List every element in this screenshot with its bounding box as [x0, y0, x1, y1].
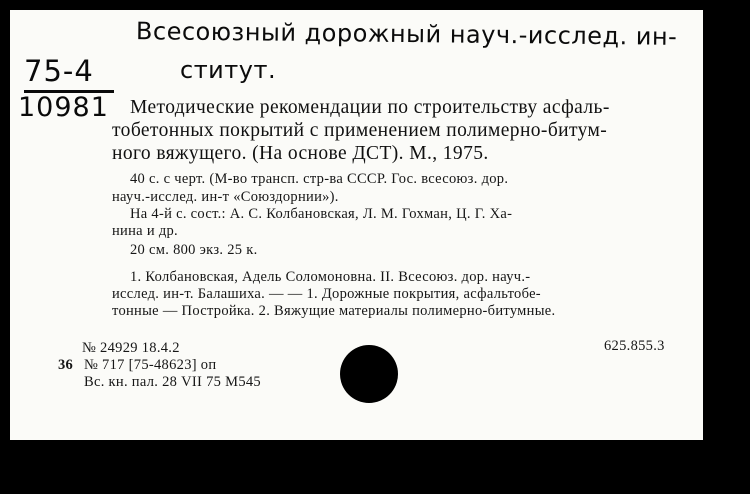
details-line-2: науч.-исслед. ин-т «Союздорнии»).	[112, 189, 339, 205]
subject-line-3: тонные — Постройка. 2. Вяжущие материалы полимерно-битумные.	[112, 303, 556, 319]
title-line-1: Методические рекомендации по строительству асфаль-	[130, 97, 610, 118]
card-punch-hole	[340, 345, 398, 403]
footer-line-3: Вс. кн. пал. 28 VII 75 М545	[84, 374, 261, 390]
title-line-2: тобетонных покрытий с применением полимерно-битум-	[112, 120, 608, 141]
details-line-5: 20 см. 800 экз. 25 к.	[130, 242, 258, 258]
subject-line-2: исслед. ин-т. Балашиха. — — 1. Дорожные покрытия, асфальтобе-	[112, 286, 541, 302]
footer-line-1: № 24929 18.4.2	[82, 340, 180, 356]
handwritten-line-1: Всесоюзный дорожный науч.-исслед. ин-	[135, 17, 678, 51]
handwritten-line-2: ститут.	[180, 56, 277, 84]
udc-number: 625.855.3	[604, 338, 665, 354]
details-line-4: нина и др.	[112, 223, 178, 239]
footer-line-2-prefix: 36	[58, 357, 74, 373]
catalog-card	[10, 10, 703, 440]
subject-line-1: 1. Колбановская, Адель Соломоновна. II. Всесоюз. дор. науч.-	[130, 269, 531, 285]
call-number-bottom: 10981	[18, 92, 109, 123]
footer-line-2: № 717 [75-48623] оп	[84, 357, 217, 373]
details-line-1: 40 с. с черт. (М-во трансп. стр-ва СССР. Гос. всесоюз. дор.	[130, 171, 509, 187]
title-line-3: ного вяжущего. (На основе ДСТ). М., 1975.	[112, 143, 489, 164]
call-number-top: 75-4	[24, 54, 94, 88]
details-line-3: На 4-й с. сост.: А. С. Колбановская, Л. М. Гохман, Ц. Г. Ха-	[130, 206, 513, 222]
